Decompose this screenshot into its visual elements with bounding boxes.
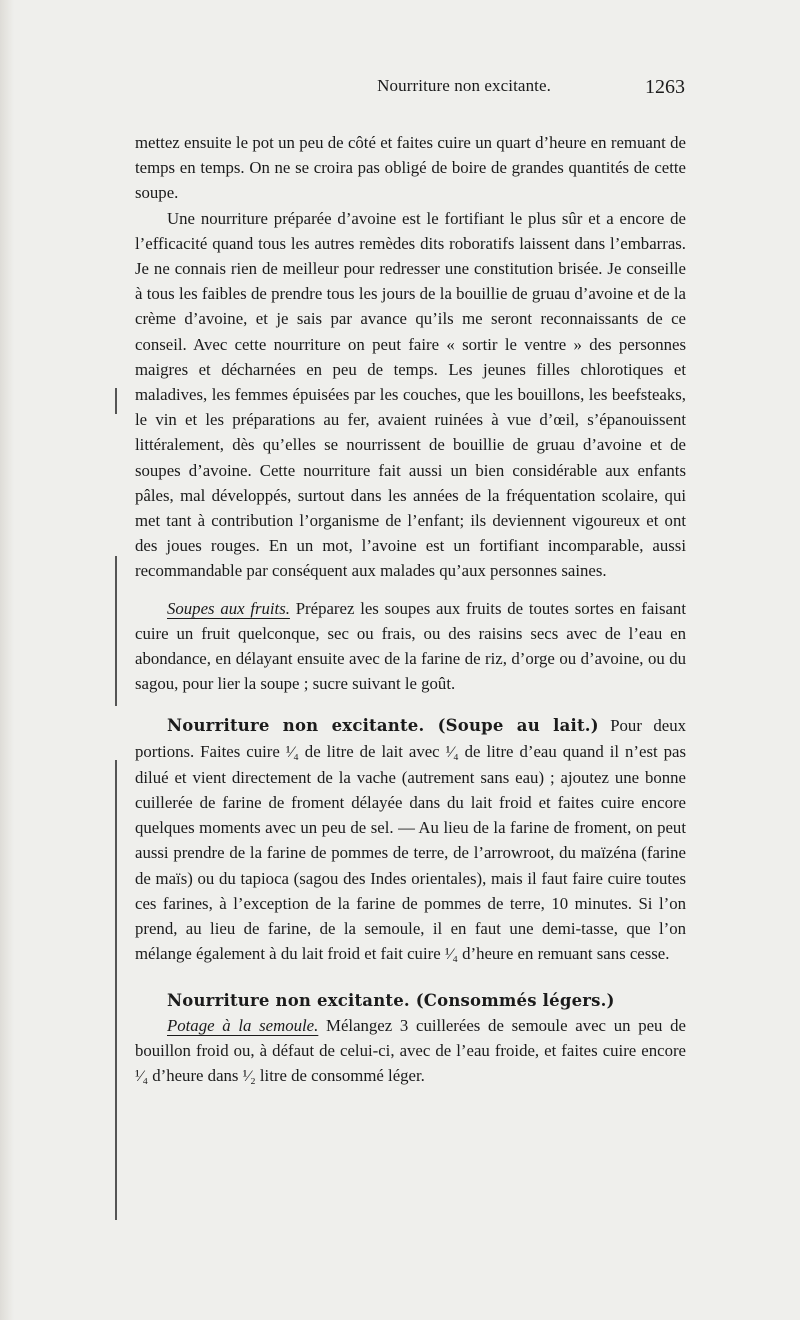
subheading-semolina-soup: Potage à la semoule. xyxy=(167,1015,319,1035)
page-number: 1263 xyxy=(645,76,685,98)
fraction: ¹⁄₄ xyxy=(444,946,458,964)
semolina-text-c: litre de consommé léger. xyxy=(255,1066,425,1086)
paragraph-milk-soup xyxy=(135,713,686,967)
fraction: ¹⁄₄ xyxy=(445,743,459,761)
gutter-mark xyxy=(115,388,117,414)
fruit-soups-text: Préparez les soupes aux fruits de toutes sortes en faisant cuire un fruit quelconque, sec ou frais, ou des raisins secs avec de l’eau en abondance, en délayant ensuite avec de la farine de riz, d’orge ou d’avoine, ou du sagou, pour lier la soupe ; sucre suivant le goût. xyxy=(135,598,686,694)
paragraph-fruit-soups xyxy=(135,596,686,697)
fraction: ¹⁄₄ xyxy=(285,743,299,761)
semolina-text-a: Mélangez 3 cuillerées de semoule avec un peu de bouillon froid ou, à défaut de celui-ci, avec de l’eau froide, et faites cuire encore xyxy=(135,1015,686,1060)
paragraph-continuation: mettez ensuite le pot un peu de côté et faites cuire un quart d’heure en remuant de temps en temps. On ne se croira pas obligé de boire de grandes quantités de cette soupe. xyxy=(135,133,686,203)
subheading-fruit-soups: Soupes aux fruits. xyxy=(167,598,290,618)
paragraph-oat-food: Une nourriture préparée d’avoine est le fortifiant le plus sûr et a encore de l’efficacité quand tous les autres remèdes dits roboratifs laissent dans l’embarras. Je ne connais rien de meilleur pour redresser une constitution brisée. Je conseille à tous les faibles de prendre tous les jours de la bouillie de gruau d’avoine et de la crème d’avoine, et je sais par avance qu’ils me seront reconnaissants de ce conseil. Avec cette nourriture on peut faire « sortir le ventre » des personnes maigres et décharnées en peu de temps. Les jeunes filles chlorotiques et maladives, les femmes épuisées par les couches, que les bouillons, les beefsteaks, le vin et les préparations au fer, avaient ruinées à vue d’œil, s’épanouissent littéralement, dès qu’elles se nourrissent de bouillie de gruau d’avoine et de soupes d’avoine. Cette nourriture fait aussi un bien considérable aux enfants pâles, mal développés, surtout dans les années de la fréquentation scolaire, qui met tant à contribution l’organisme de l’enfant; ils deviennent vigoureux et ont des joues rouges. En un mot, l’avoine est un fortifiant incomparable, aussi recommandable par conséquent aux malades qu’aux personnes saines. xyxy=(135,208,686,581)
gutter-mark xyxy=(115,556,117,706)
semolina-text-b: d’heure dans xyxy=(148,1066,243,1086)
heading-light-consommes: Nourriture non excitante. (Consommés légers.) xyxy=(167,990,615,1010)
fraction: ¹⁄₂ xyxy=(242,1068,256,1086)
body-text xyxy=(135,130,686,1089)
fraction: ¹⁄₄ xyxy=(135,1068,149,1086)
milk-soup-text-b: de litre de lait avec xyxy=(298,741,446,761)
milk-soup-text-a: Pour deux portions. Faites cuire xyxy=(135,716,687,761)
milk-soup-text-c: de litre d’eau quand il n’est pas dilué et vient directement de la vache (autrement sans eau) ; ajoutez une bonne cuillerée de farine de froment délayée dans du lait froid et faites cuire encore quelques moments avec un peu de sel. — Au lieu de la farine de froment, on peut aussi prendre de la farine de pommes de terre, de l’arrowroot, du maïzéna (farine de maïs) ou du tapioca (sagou des Indes orientales), mais il faut faire cuire toutes ces farines, à l’exception de la farine de pommes de terre, 10 minutes. Si l’on prend, au lieu de farine, de la semoule, il en faut une demi-tasse, que l’on mélange également à du lait froid et fait cuire xyxy=(135,741,686,964)
page-gutter-shadow xyxy=(0,0,14,1320)
paragraph-light-consommes xyxy=(135,988,686,1013)
milk-soup-text-d: d’heure en remuant sans cesse. xyxy=(457,944,670,964)
gutter-mark xyxy=(115,760,117,1220)
paragraph-semolina-soup xyxy=(135,1013,686,1090)
page-header xyxy=(135,76,685,104)
running-title: Nourriture non excitante. xyxy=(377,76,551,95)
heading-milk-soup: Nourriture non excitante. (Soupe au lait.) xyxy=(167,716,599,736)
